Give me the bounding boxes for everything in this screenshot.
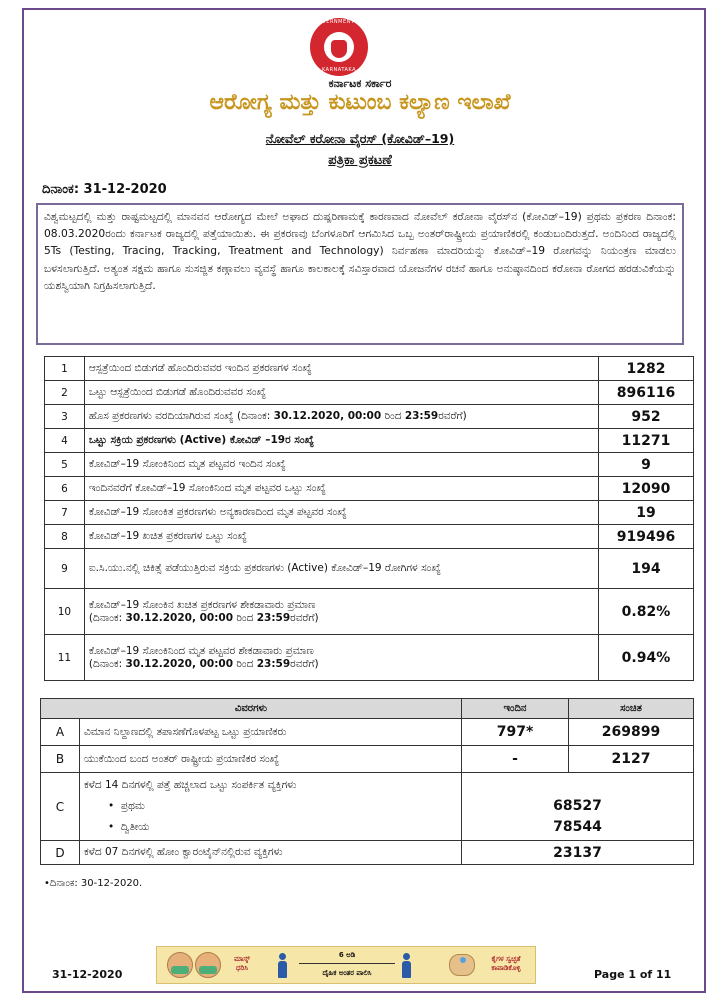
list-item: • ದ್ವಿತೀಯ bbox=[108, 821, 150, 833]
row-value: 896116 bbox=[598, 381, 693, 405]
row-number: 11 bbox=[45, 635, 85, 681]
press-release-title: ಪತ್ರಿಕಾ ಪ್ರಕಟಣೆ bbox=[328, 153, 392, 168]
row-value: 919496 bbox=[598, 525, 693, 549]
row-label: ಯುಕೆಯಿಂದ ಬಂದ ಅಂತರ್ ರಾಷ್ಟ್ರೀಯ ಪ್ರಯಾಣಿಕರ ಸಂಖ್ಯೆ bbox=[80, 746, 462, 773]
row-letter: D bbox=[41, 841, 80, 865]
table-header-row bbox=[41, 699, 694, 719]
emblem-top-text: GOVERNMENT OF bbox=[313, 19, 365, 25]
row-letter: C bbox=[41, 773, 80, 841]
row-contacts-values: 68527 78544 bbox=[462, 773, 694, 841]
table-row bbox=[45, 405, 694, 429]
emblem-bottom-text: KARNATAKA bbox=[321, 67, 357, 73]
row-label: ಆಸ್ಪತ್ರೆಯಿಂದ ಬಿಡುಗಡೆ ಹೊಂದಿರುವವರ ಇಂದಿನ ಪ್ರಕರಣಗಳ ಸಂಖ್ಯೆ bbox=[84, 357, 598, 381]
hand-wash-icon bbox=[449, 954, 475, 976]
footer-date: 31-12-2020 bbox=[52, 968, 123, 981]
row-value: 11271 bbox=[598, 429, 693, 453]
table-row bbox=[45, 357, 694, 381]
row-number: 2 bbox=[45, 381, 85, 405]
safety-banner bbox=[156, 946, 536, 984]
masked-face-icon bbox=[167, 952, 193, 978]
list-item: • ಪ್ರಥಮ bbox=[108, 800, 145, 812]
row-label: ವಿಮಾನ ನಿಲ್ದಾಣದಲ್ಲಿ ತಪಾಸಣೆಗೊಳಪಟ್ಟ ಒಟ್ಟು ಪ್ರಯಾಣಿಕರು bbox=[80, 719, 462, 746]
row-label: ಕೋವಿಡ್–19 ಸೋಂಕಿತ ಪ್ರಕರಣಗಳು ಅನ್ಯಕಾರಣದಿಂದ ಮೃತ ಪಟ್ಟವರ ಸಂಖ್ಯೆ bbox=[84, 501, 598, 525]
distance-feet: 6 ಅಡಿ bbox=[338, 951, 356, 959]
row-value: 194 bbox=[598, 549, 693, 589]
row-value: 23137 bbox=[462, 841, 694, 865]
row-number: 5 bbox=[45, 453, 85, 477]
table-row bbox=[45, 381, 694, 405]
table-row bbox=[45, 525, 694, 549]
page-number: Page 1 of 11 bbox=[594, 968, 672, 981]
karnataka-emblem-icon bbox=[310, 18, 368, 76]
subtitle: ನೋವೆಲ್ ಕರೋನಾ ವೈರಸ್ (ಕೋವಿಡ್–19) bbox=[265, 131, 455, 146]
row-label: ಇಂದಿನವರೆಗೆ ಕೋವಿಡ್–19 ಸೋಂಕಿನಿಂದ ಮೃತ ಪಟ್ಟವರ ಒಟ್ಟು ಸಂಖ್ಯೆ bbox=[84, 477, 598, 501]
row-number: 4 bbox=[45, 429, 85, 453]
row-value: 0.82% bbox=[598, 589, 693, 635]
row-label: ಕೋವಿಡ್–19 ಸೋಂಕಿನ ಖಚಿತ ಪ್ರಕರಣಗಳ ಶೇಕಡಾವಾರು ಪ್ರಮಾಣ (ದಿನಾಂಕ: 30.12.2020, 00:00 ರಿಂದ 23:59ರವರೆಗೆ) bbox=[84, 589, 598, 635]
row-label: ಕೋವಿಡ್–19 ಸೋಂಕಿನಿಂದ ಮೃತ ಪಟ್ಟವರ ಶೇಕಡಾವಾರು ಪ್ರಮಾಣ (ದಿನಾಂಕ: 30.12.2020, 00:00 ರಿಂದ 23:59ರವರೆಗೆ) bbox=[84, 635, 598, 681]
row-cumulative: 269899 bbox=[569, 719, 694, 746]
distance-text: ದೈಹಿಕ ಅಂತರ ಪಾಲಿಸಿ bbox=[322, 969, 372, 977]
release-date: ದಿನಾಂಕ: 31-12-2020 bbox=[42, 182, 167, 197]
hands-text: ಕೈಗಳ ಸ್ವಚ್ಛತೆ ಕಾಪಾಡಿಕೊಳ್ಳಿ bbox=[491, 955, 521, 972]
row-cumulative: 2127 bbox=[569, 746, 694, 773]
row-label: ಒಟ್ಟು ಸಕ್ರಿಯ ಪ್ರಕರಣಗಳು (Active) ಕೋವಿಡ್ –19ರ ಸಂಖ್ಯೆ bbox=[84, 429, 598, 453]
row-label: ಕಳೆದ 07 ದಿನಗಳಲ್ಲಿ ಹೋಂ ಕ್ವಾರಂಟೈನ್‌ನಲ್ಲಿರುವ ವ್ಯಕ್ತಿಗಳು bbox=[80, 841, 462, 865]
row-label: ಹೊಸ ಪ್ರಕರಣಗಳು ವರದಿಯಾಗಿರುವ ಸಂಖ್ಯೆ (ದಿನಾಂಕ: 30.12.2020, 00:00 ರಿಂದ 23:59ರವರೆಗೆ) bbox=[84, 405, 598, 429]
header-today: ಇಂದಿನ bbox=[462, 699, 569, 719]
intro-paragraph: ವಿಶ್ವಮಟ್ಟದಲ್ಲಿ ಮತ್ತು ರಾಷ್ಟಮಟ್ಟದಲ್ಲಿ ಮಾನವನ ಆರೋಗ್ಯದ ಮೇಲೆ ಅಘಾದ ದುಷ್ಪರಿಣಾಮಕ್ಕೆ ಕಾರಣವಾದ ನೋವೆಲ್ ಕರೋನಾ ವೈರಸ್‌ನ (ಕೋವಿಡ್–19) ಪ್ರಥಮ ಪ್ರಕರಣ ದಿನಾಂಕ: 08.03.2020ರಂದು ಕರ್ನಾಟಕ ರಾಜ್ಯದಲ್ಲಿ ಪತ್ತೆಯಾಯಿತು. ಈ ಪ್ರಕರಣವು ಬೆಂಗಳೂರಿಗೆ ಆಗಮಿಸಿದ ಒಬ್ಬ ಅಂತರ್‌ರಾಷ್ಟ್ರೀಯ ಪ್ರಯಾಣಿಕರಲ್ಲಿ ಕಂಡುಬಂದಿರುತ್ತದೆ. ಅಂದಿನಿಂದ ರಾಜ್ಯದಲ್ಲಿ 5Ts (Testing, Tracing, Tracking, Treatment and Technology) ನಿರ್ವಹಣಾ ಮಾದರಿಯನ್ನು ಕೋವಿಡ್–19 ರೋಗವನ್ನು ನಿಯಂತ್ರಣ ಮಾಡಲು ಬಳಸಲಾಗುತ್ತಿದೆ. ಅತ್ಯಂತ ಸಕ್ಷಮ ಹಾಗೂ ಸುಸಜ್ಜಿತ ಕಣ್ಗಾವಲು ವ್ಯವಸ್ಥೆ ಹಾಗೂ ಕಾಲಕಾಲಕ್ಕೆ ಸವಿಸ್ತಾರವಾದ ಯೋಜನೆಗಳ ರಚನೆ ಹಾಗೂ ಅನುಷ್ಠಾನದಿಂದ ಕರೋನಾ ರೋಗದ ಹರಡುವಿಕೆಯನ್ನು ಯಶಸ್ವಿಯಾಗಿ ನಿಗ್ರಹಿಸಲಾಗುತ್ತಿದೆ. bbox=[36, 203, 684, 345]
row-value: 952 bbox=[598, 405, 693, 429]
header-details: ವಿವರಗಳು bbox=[41, 699, 462, 719]
table-row bbox=[41, 746, 694, 773]
table-row bbox=[45, 635, 694, 681]
table-row bbox=[41, 719, 694, 746]
travel-table bbox=[40, 698, 694, 865]
row-value: 9 bbox=[598, 453, 693, 477]
row-label: ಐ.ಸಿ.ಯು.ನಲ್ಲಿ ಚಿಕಿತ್ಸೆ ಪಡೆಯುತ್ತಿರುವ ಸಕ್ರಿಯ ಪ್ರಕರಣಗಳು (Active) ಕೋವಿಡ್–19 ರೋಗಿಗಳ ಸಂಖ್ಯೆ bbox=[84, 549, 598, 589]
table-row bbox=[45, 549, 694, 589]
row-label: ಕಳೆದ 14 ದಿನಗಳಲ್ಲಿ ಪತ್ತೆ ಹಚ್ಚಲಾದ ಒಟ್ಟು ಸಂಪರ್ಕಿತ ವ್ಯಕ್ತಿಗಳು • ಪ್ರಥಮ • ದ್ವಿತೀಯ bbox=[80, 773, 462, 841]
distance-arrow-icon bbox=[299, 963, 395, 964]
row-number: 3 bbox=[45, 405, 85, 429]
table-row bbox=[45, 589, 694, 635]
row-today: 797* bbox=[462, 719, 569, 746]
government-name: ಕರ್ನಾಟಕ ಸರ್ಕಾರ bbox=[328, 77, 392, 90]
table-row bbox=[45, 453, 694, 477]
department-title: ಆರೋಗ್ಯ ಮತ್ತು ಕುಟುಂಬ ಕಲ್ಯಾಣ ಇಲಾಖೆ bbox=[209, 90, 511, 115]
row-number: 7 bbox=[45, 501, 85, 525]
row-value: 19 bbox=[598, 501, 693, 525]
footnote: •ದಿನಾಂಕ: 30-12-2020. bbox=[44, 878, 143, 889]
table-row bbox=[45, 501, 694, 525]
table-row bbox=[45, 477, 694, 501]
masked-face-icon bbox=[195, 952, 221, 978]
person-icon bbox=[277, 953, 287, 979]
row-today: - bbox=[462, 746, 569, 773]
mask-text: ಮಾಸ್ಕ್ ಧರಿಸಿ bbox=[234, 955, 250, 972]
row-value: 0.94% bbox=[598, 635, 693, 681]
row-number: 8 bbox=[45, 525, 85, 549]
person-icon bbox=[401, 953, 411, 979]
row-letter: A bbox=[41, 719, 80, 746]
row-number: 9 bbox=[45, 549, 85, 589]
row-label: ಕೋವಿಡ್–19 ಸೋಂಕಿನಿಂದ ಮೃತ ಪಟ್ಟವರ ಇಂದಿನ ಸಂಖ್ಯೆ bbox=[84, 453, 598, 477]
row-number: 6 bbox=[45, 477, 85, 501]
row-label: ಒಟ್ಟು ಆಸ್ಪತ್ರೆಯಿಂದ ಬಿಡುಗಡೆ ಹೊಂದಿರುವವರ ಸಂಖ್ಯೆ bbox=[84, 381, 598, 405]
table-row bbox=[41, 841, 694, 865]
table-row bbox=[41, 773, 694, 841]
row-label: ಕೋವಿಡ್–19 ಖಚಿತ ಪ್ರಕರಣಗಳ ಒಟ್ಟು ಸಂಖ್ಯೆ bbox=[84, 525, 598, 549]
row-value: 1282 bbox=[598, 357, 693, 381]
row-value: 12090 bbox=[598, 477, 693, 501]
row-letter: B bbox=[41, 746, 80, 773]
row-number: 10 bbox=[45, 589, 85, 635]
stats-table bbox=[44, 356, 694, 681]
row-number: 1 bbox=[45, 357, 85, 381]
header-cumulative: ಸಂಚಿತ bbox=[569, 699, 694, 719]
table-row bbox=[45, 429, 694, 453]
